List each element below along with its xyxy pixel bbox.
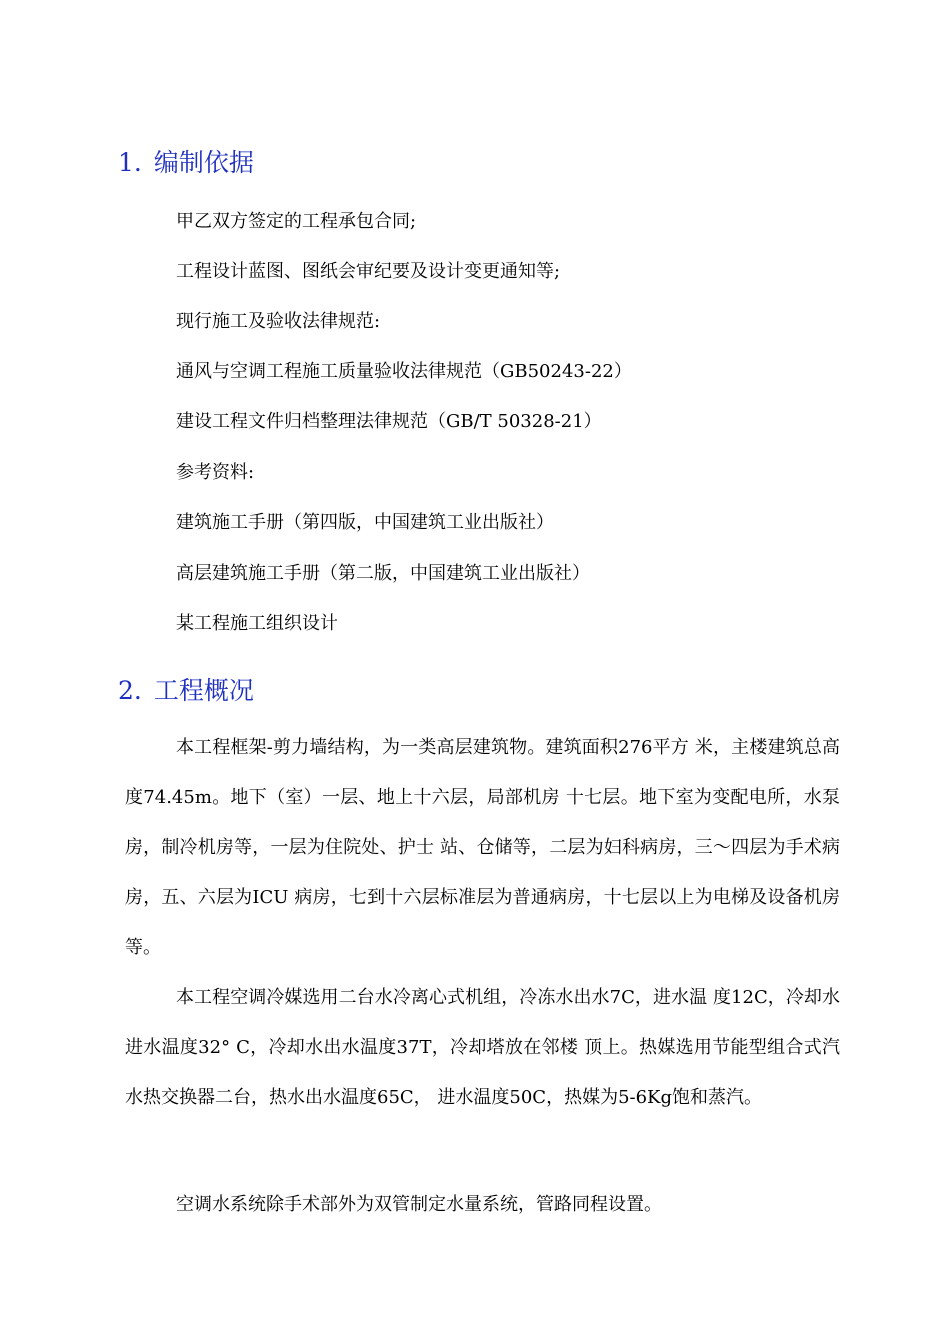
section-1-number: 1.	[118, 148, 142, 177]
basis-item-5: 建设工程文件归档整理法律规范（GB/T 50328-21）	[176, 411, 602, 432]
basis-item-6: 参考资料:	[176, 462, 255, 483]
basis-item-8: 高层建筑施工手册（第二版，中国建筑工业出版社）	[176, 563, 590, 584]
section-2-heading	[118, 676, 254, 706]
section-1-heading	[118, 148, 254, 178]
basis-item-9: 某工程施工组织设计	[176, 613, 338, 634]
overview-paragraph-2: 本工程空调冷媒选用二台水冷离心式机组，冷冻水出水7C，进水温 度12C，冷却水进水温度32° C，冷却水出水温度37T，冷却塔放在邻楼 顶上。热媒选用节能型组合式汽水热交换器二台，热水出水温度65C， 进水温度50C，热媒为5-6Kg饱和蒸汽。	[125, 987, 840, 1108]
section-2-number: 2.	[118, 676, 142, 705]
overview-paragraph-3: 空调水系统除手术部外为双管制定水量系统，管路同程设置。	[176, 1194, 662, 1215]
basis-item-3: 现行施工及验收法律规范:	[176, 311, 381, 332]
basis-item-7: 建筑施工手册（第四版，中国建筑工业出版社）	[176, 512, 554, 533]
basis-item-4: 通风与空调工程施工质量验收法律规范（GB50243-22）	[176, 361, 632, 382]
section-1-title: 编制依据	[153, 148, 254, 177]
overview-paragraph-1: 本工程框架-剪力墙结构，为一类高层建筑物。建筑面积276平方 米，主楼建筑总高度74.45m。地下（室）一层、地上十六层，局部机房 十七层。地下室为变配电所，水泵房，制冷机房等，一层为住院处、护士 站、仓储等，二层为妇科病房，三〜四层为手术病房，五、六层为ICU 病房，七到十六层标准层为普通病房，十七层以上为电梯及设备机房等。	[125, 737, 840, 958]
basis-item-2: 工程设计蓝图、图纸会审纪要及设计变更通知等;	[176, 261, 561, 282]
section-2-title: 工程概况	[153, 676, 254, 705]
basis-item-1: 甲乙双方签定的工程承包合同;	[176, 211, 417, 232]
